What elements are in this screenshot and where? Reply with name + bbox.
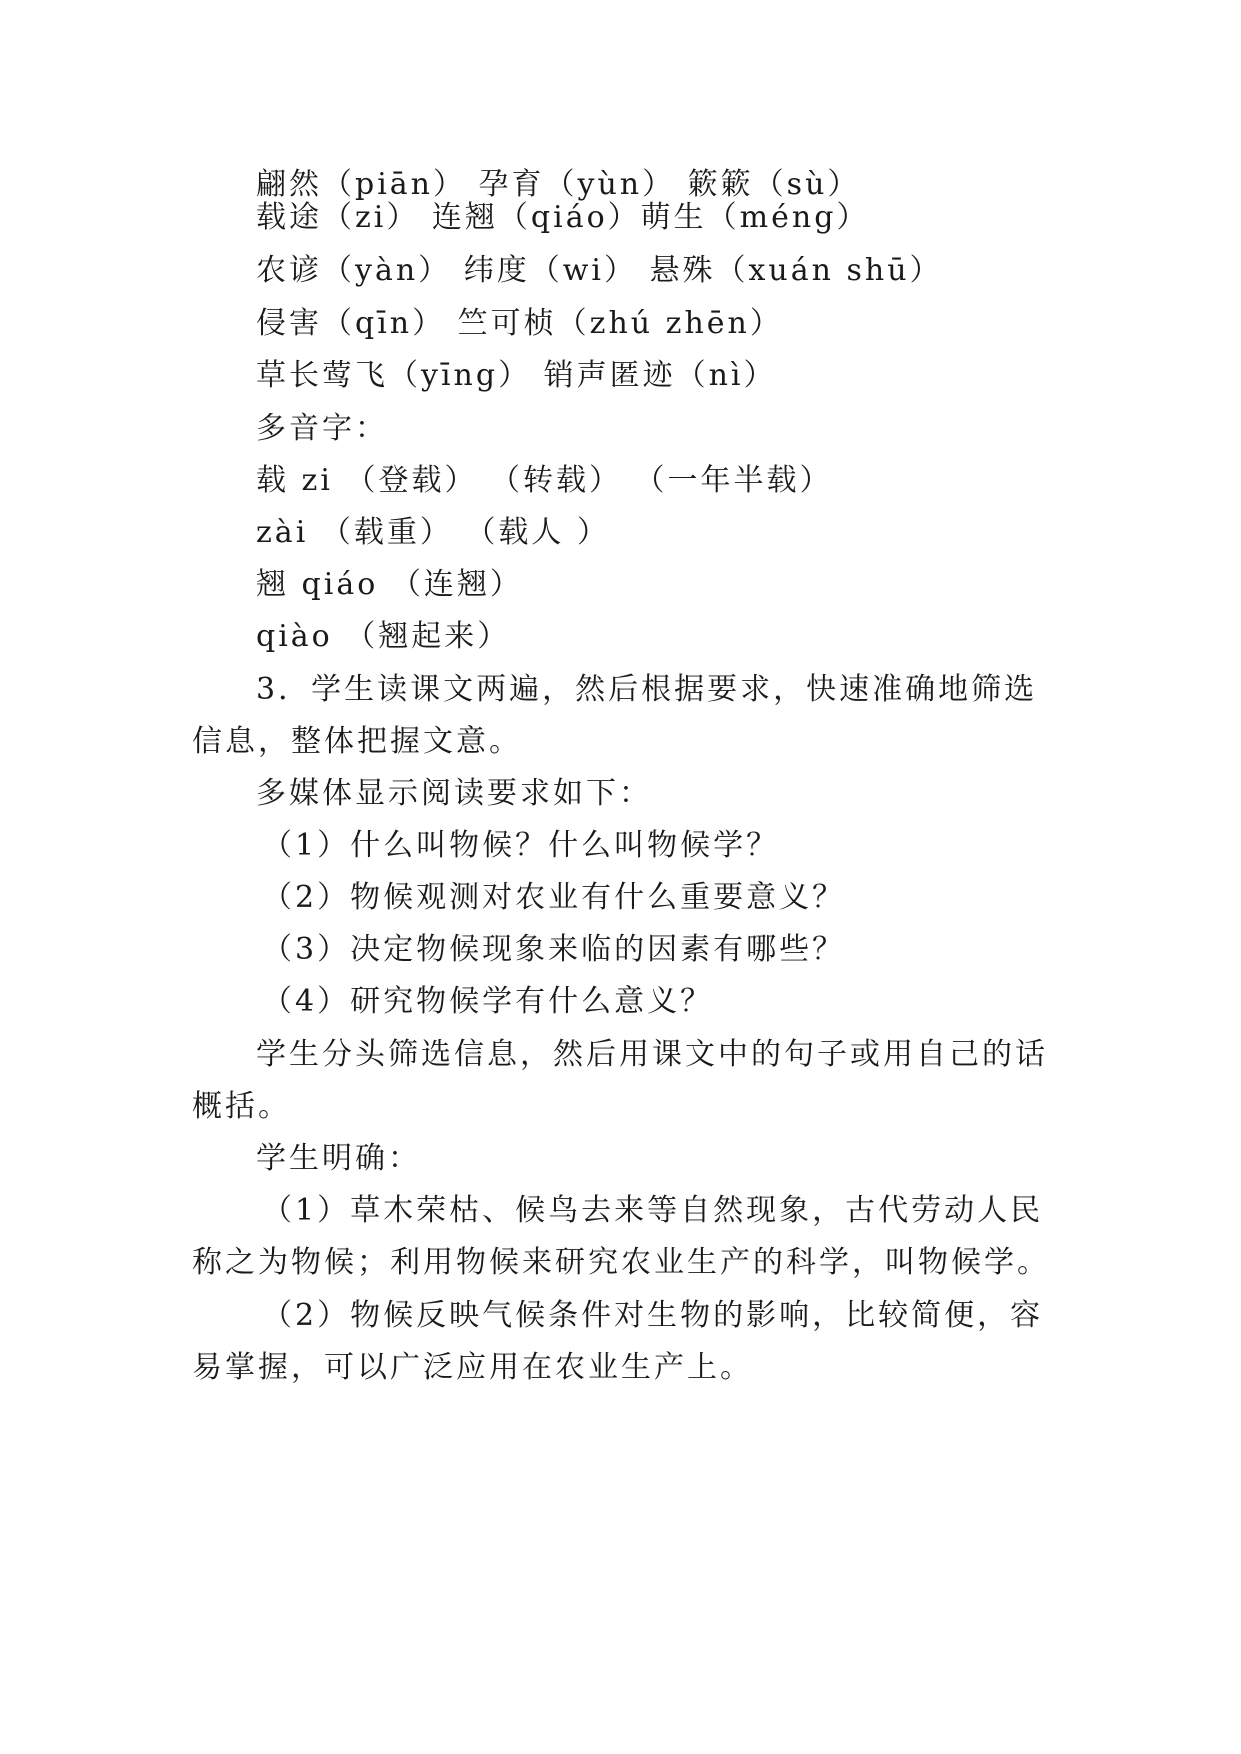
vocab-line-4: 侵害（qīn） 竺可桢（zhú zhēn） — [256, 306, 783, 341]
polyphone-line-4: qiào （翘起来） — [256, 619, 511, 654]
vocab-line-1: 翩然（piān） 孕育（yùn） 簌簌（sù） — [256, 167, 861, 202]
question-4: （4）研究物候学有什么意义？ — [262, 984, 714, 1019]
vocab-line-2: 载途（zi） 连翘（qiáo）萌生（méng） — [256, 200, 870, 235]
polyphone-line-3: 翘 qiáo （连翘） — [256, 567, 523, 602]
answers-heading: 学生明确： — [256, 1141, 421, 1176]
answer-1-line-1: （1）草木荣枯、候鸟去来等自然现象，古代劳动人民 — [262, 1193, 1044, 1228]
polyphone-line-1: 载 zi （登载） （转载） （一年半载） — [256, 463, 833, 498]
question-3: （3）决定物候现象来临的因素有哪些？ — [262, 932, 846, 967]
step-3-paragraph-line-2: 信息，整体把握文意。 — [192, 724, 522, 759]
answer-1-line-2: 称之为物候；利用物候来研究农业生产的科学，叫物候学。 — [192, 1245, 1050, 1280]
question-1: （1）什么叫物候？什么叫物候学？ — [262, 828, 780, 863]
answer-2-line-1: （2）物候反映气候条件对生物的影响，比较简便，容 — [262, 1298, 1044, 1333]
instruction-line-1: 学生分头筛选信息，然后用课文中的句子或用自己的话 — [256, 1037, 1048, 1072]
answer-2-line-2: 易掌握，可以广泛应用在农业生产上。 — [192, 1350, 753, 1385]
vocab-line-5: 草长莺飞（yīng） 销声匿迹（nì） — [256, 358, 777, 393]
step-3-paragraph-line-1: 3．学生读课文两遍，然后根据要求，快速准确地筛选 — [256, 672, 1038, 707]
instruction-line-2: 概括。 — [192, 1089, 291, 1124]
vocab-line-3: 农谚（yàn） 纬度（wi） 悬殊（xuán shū） — [256, 253, 943, 288]
reading-requirements-heading: 多媒体显示阅读要求如下： — [256, 776, 652, 811]
polyphone-heading: 多音字： — [256, 411, 388, 446]
question-2: （2）物候观测对农业有什么重要意义？ — [262, 880, 846, 915]
polyphone-line-2: zài （载重） （载人 ） — [256, 515, 610, 550]
